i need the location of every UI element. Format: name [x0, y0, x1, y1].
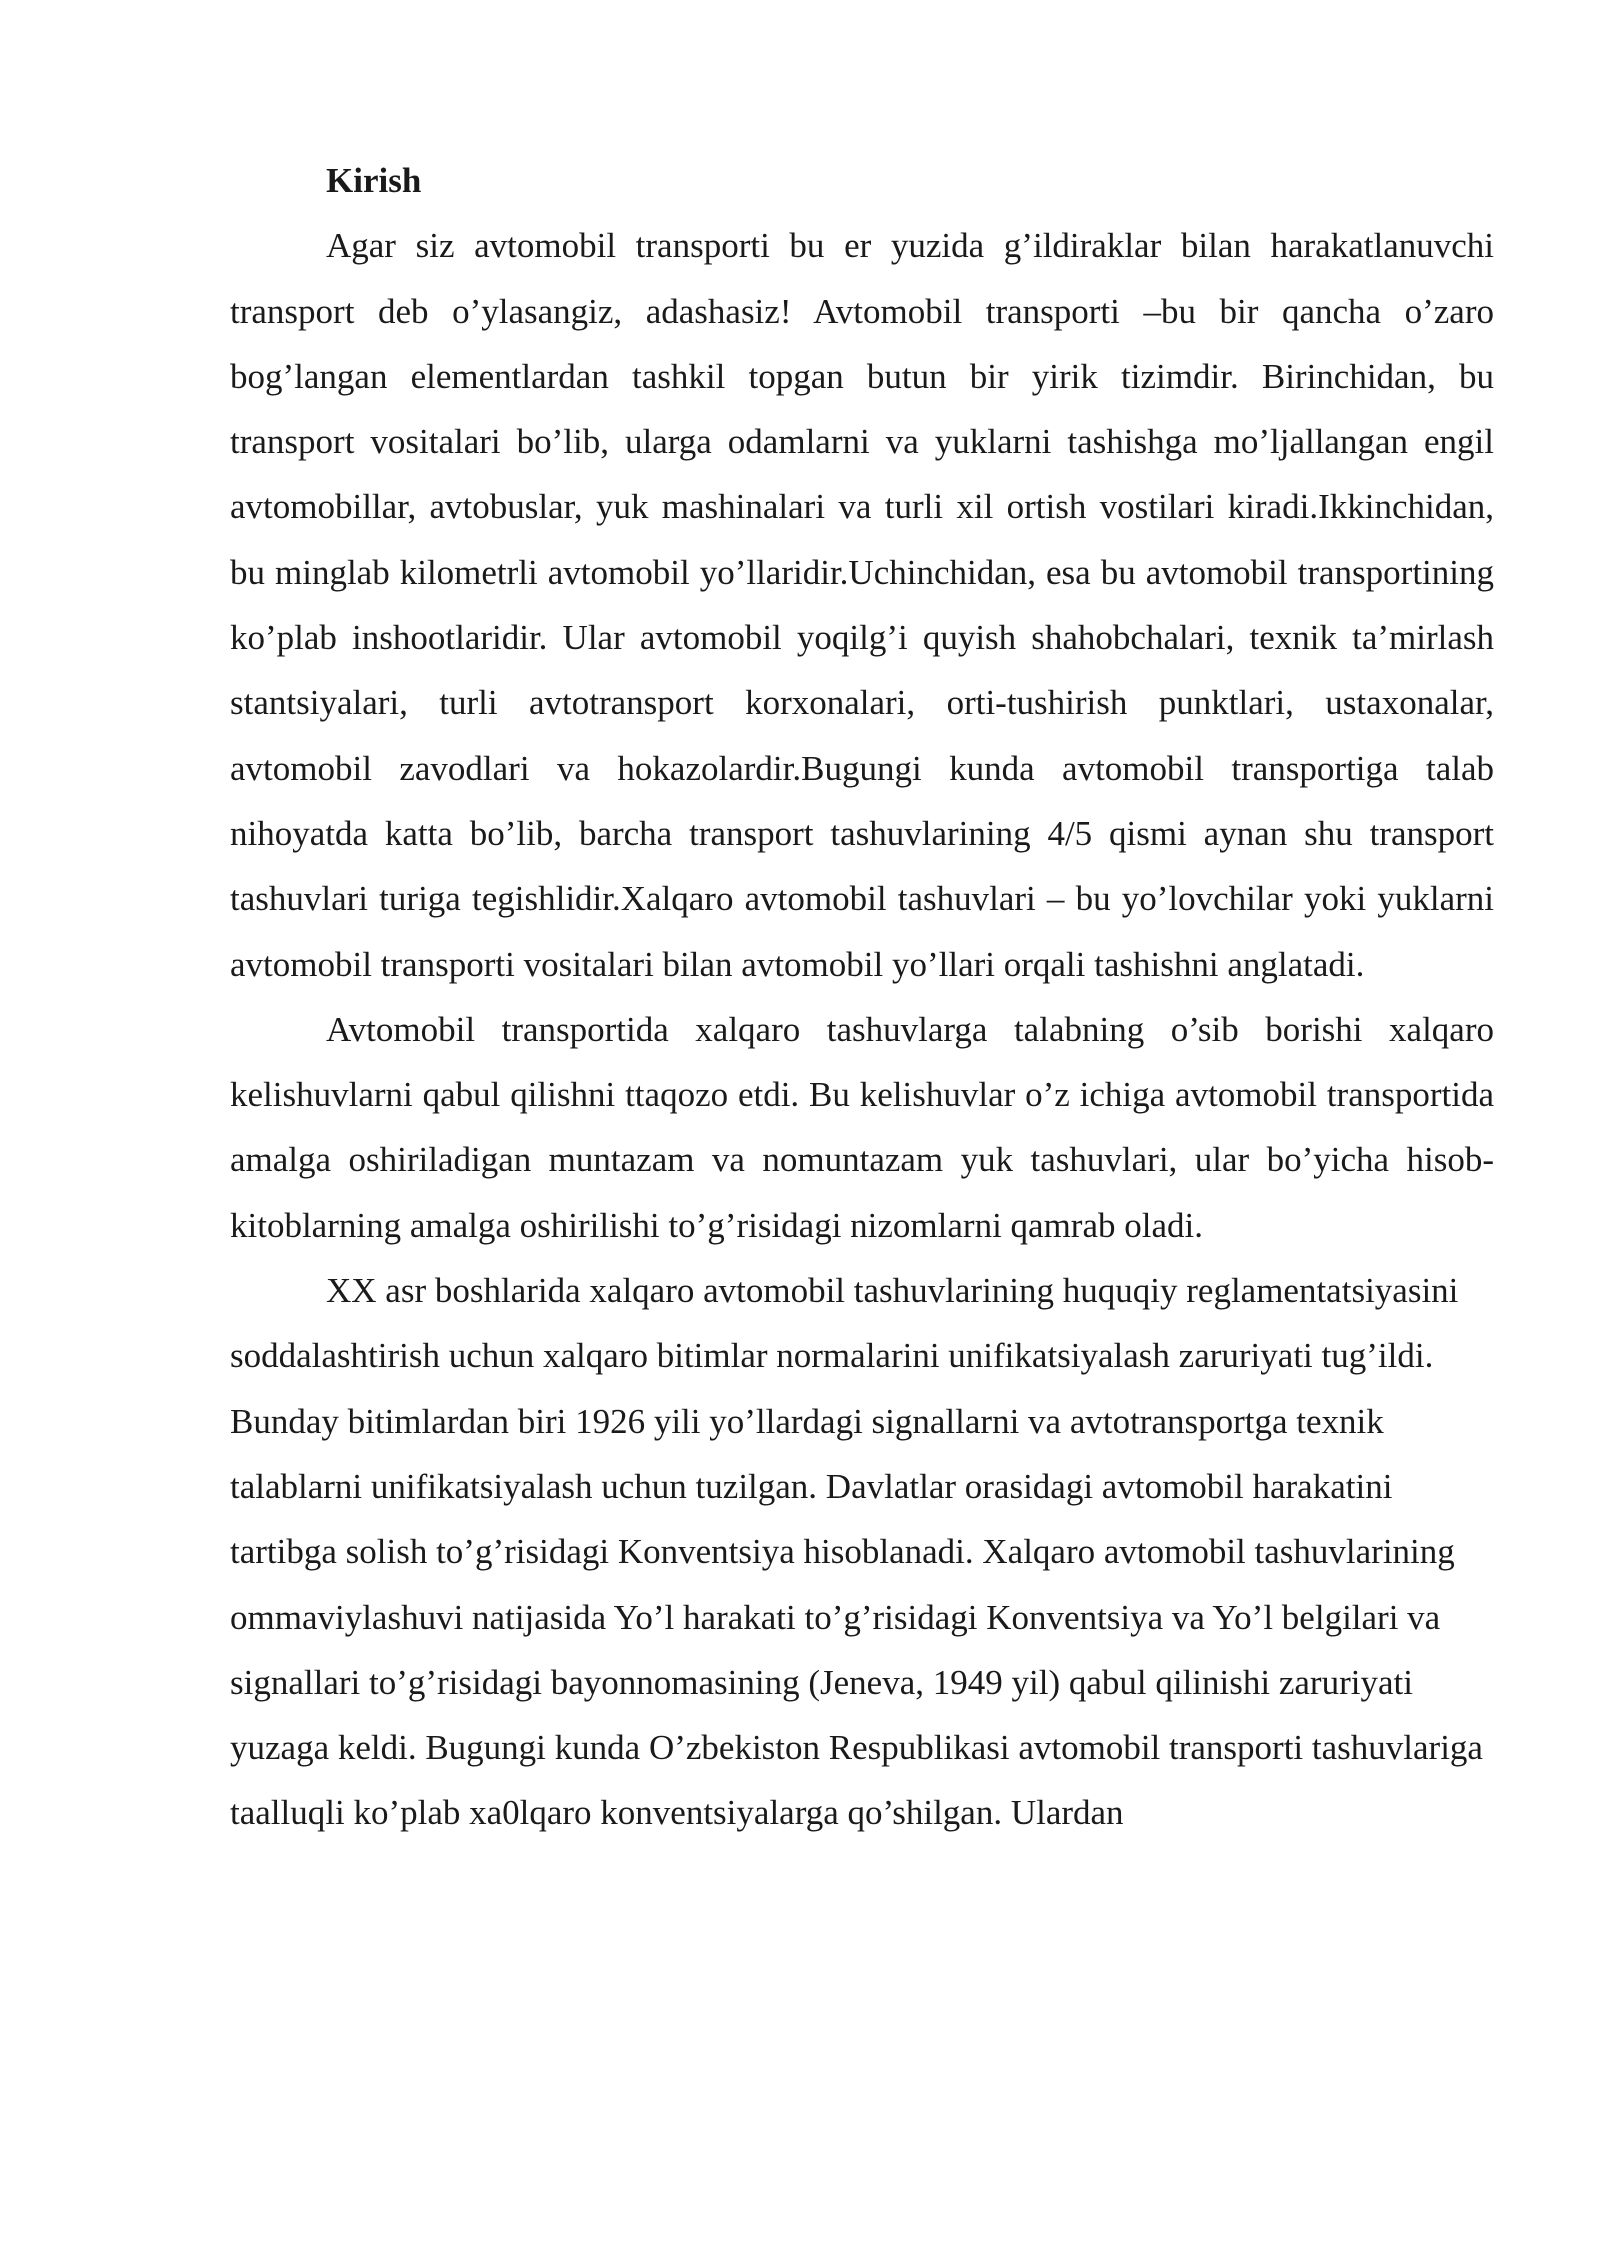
paragraph: Agar siz avtomobil transporti bu er yuzida g’ildiraklar bilan harakatlanuvchi transport deb o’ylasangiz, adashasiz! Avtomobil transporti –bu bir qancha o’zaro bog’langan elementlardan tashkil topgan butun bir yirik tizimdir. Birinchidan, bu transport vositalari bo’lib, ularga odamlarni va yuklarni tashishga mo’ljallangan engil avtomobillar, avtobuslar, yuk mashinalari va turli xil ortish vostilari kiradi.Ikkinchidan, bu minglab kilometrli avtomobil yo’llaridir.Uchinchidan, esa bu avtomobil transportining ko’plab inshootlaridir. Ular avtomobil yoqilg’i quyish shahobchalari, texnik ta’mirlash stantsiyalari, turli avtotransport korxonalari, orti-tushirish punktlari, ustaxonalar, avtomobil zavodlari va hokazolardir.Bugungi kunda avtomobil transportiga talab nihoyatda katta bo’lib, barcha transport tashuvlarining 4/5 qismi aynan shu transport tashuvlari turiga tegishlidir.Xalqaro avtomobil tashuvlari – bu yo’lovchilar yoki yuklarni avtomobil transporti vositalari bilan avtomobil yo’llari orqali tashishni anglatadi. — [230, 226, 1494, 984]
document-page — [230, 148, 1494, 1846]
section-heading: Kirish — [326, 161, 422, 200]
paragraph: XX asr boshlarida xalqaro avtomobil tashuvlarining huquqiy reglamentatsiyasini soddalashtirish uchun xalqaro bitimlar normalarini unifikatsiyalash zaruriyati tug’ildi. Bunday bitimlardan biri 1926 yili yo’llardagi signallarni va avtotransportga texnik talablarni unifikatsiyalash uchun tuzilgan. Davlatlar orasidagi avtomobil harakatini tartibga solish to’g’risidagi Konventsiya hisoblanadi. Xalqaro avtomobil tashuvlarining ommaviylashuvi natijasida Yo’l harakati to’g’risidagi Konventsiya va Yo’l belgilari va signallari to’g’risidagi bayonnomasining (Jeneva, 1949 yil) qabul qilinishi zaruriyati yuzaga keldi. Bugungi kunda O’zbekiston Respublikasi avtomobil transporti tashuvlariga taalluqli ko’plab xa0lqaro konventsiyalarga qo’shilgan. Ulardan — [230, 1271, 1483, 1833]
paragraph: Avtomobil transportida xalqaro tashuvlarga talabning o’sib borishi xalqaro kelishuvlarni qabul qilishni ttaqozo etdi. Bu kelishuvlar o’z ichiga avtomobil transportida amalga oshiriladigan muntazam va nomuntazam yuk tashuvlari, ular bo’yicha hisob-kitoblarning amalga oshirilishi to’g’risidagi nizomlarni qamrab oladi. — [230, 1009, 1494, 1245]
